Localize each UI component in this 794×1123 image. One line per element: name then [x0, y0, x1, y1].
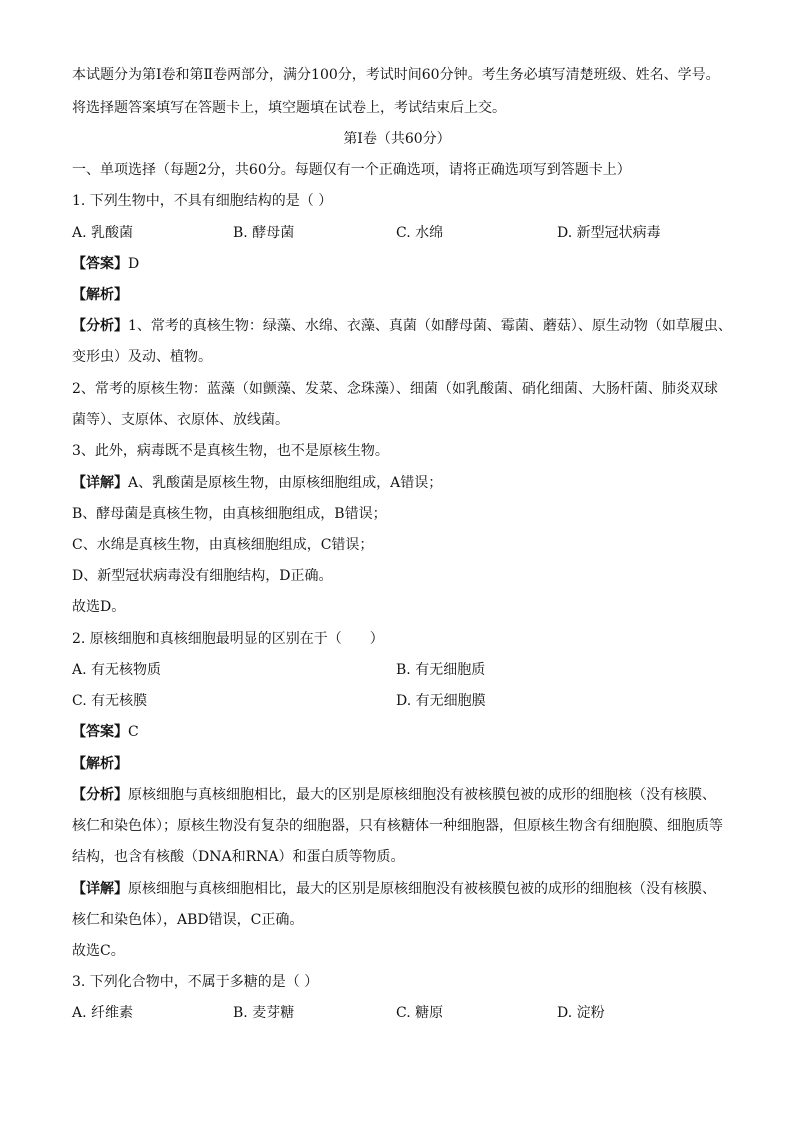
- q1-answer: [72, 255, 732, 273]
- q3-option-a: A. 纤维素: [72, 1005, 134, 1021]
- q2-fenxi-line-2: 核仁和染色体）；原核生物没有复杂的细胞器，只有核糖体一种细胞器，但原核生物含有细胞膜、细胞质等: [72, 818, 723, 834]
- q1-detail-line-2: B、酵母菌是真核生物，由真核细胞组成，B错误；: [72, 506, 387, 522]
- intro-line-1: 本试题分为第Ⅰ卷和第Ⅱ卷两部分，满分100分，考试时间60分钟。考生务必填写清楚班级、姓名、学号。: [72, 67, 720, 83]
- q3-option-b: B. 麦芽糖: [233, 1005, 295, 1021]
- fenxi-label: 【分析】: [72, 318, 128, 334]
- q1-option-d: D. 新型冠状病毒: [557, 225, 661, 241]
- answer-value: D: [128, 256, 140, 272]
- q3-option-d: D. 淀粉: [557, 1005, 605, 1021]
- q2-detail-line-2: 核仁和染色体），ABD错误，C正确。: [72, 912, 304, 928]
- q3-option-c: C. 糖原: [396, 1005, 444, 1021]
- q1-conclusion: 故选D。: [72, 599, 126, 615]
- q1-stem: 1. 下列生物中，不具有细胞结构的是（ ）: [72, 193, 333, 209]
- q1-option-a: A. 乳酸菌: [72, 225, 134, 241]
- detail-label: 【详解】: [72, 881, 128, 897]
- q1-analysis-heading: 【解析】: [72, 287, 128, 303]
- q2-option-d: D. 有无细胞膜: [396, 693, 486, 709]
- q2-option-a: A. 有无核物质: [72, 662, 162, 678]
- q2-stem: 2. 原核细胞和真核细胞最明显的区别在于（ ）: [72, 631, 384, 647]
- section-title: 第Ⅰ卷（共60分）: [343, 131, 451, 147]
- q1-para3: 3、此外，病毒既不是真核生物，也不是原核生物。: [72, 443, 389, 459]
- q2-detail-line-1: [72, 880, 732, 898]
- q2-fenxi-line-3: 结构，也含有核酸（DNA和RNA）和蛋白质等物质。: [72, 849, 405, 865]
- intro-line-2: 将选择题答案填写在答题卡上，填空题填在试卷上，考试结束后上交。: [72, 100, 506, 116]
- q1-option-c: C. 水绵: [396, 225, 444, 241]
- q2-option-b: B. 有无细胞质: [396, 662, 486, 678]
- q1-option-b: B. 酵母菌: [233, 225, 295, 241]
- fenxi-label: 【分析】: [72, 787, 128, 803]
- q2-option-c: C. 有无核膜: [72, 693, 148, 709]
- q1-fenxi-line-1: [72, 317, 732, 335]
- q1-detail-line-3: C、水绵是真核生物，由真核细胞组成，C错误；: [72, 537, 374, 553]
- q1-detail-line-1: [72, 474, 732, 492]
- detail-label: 【详解】: [72, 475, 128, 491]
- answer-label: 【答案】: [72, 724, 128, 740]
- q3-stem: 3. 下列化合物中，不属于多糖的是（ ）: [72, 974, 319, 990]
- fenxi-text: 1、常考的真核生物：绿藻、水绵、衣藻、真菌（如酵母菌、霉菌、蘑菇）、原生动物（如草履虫、: [128, 318, 732, 334]
- q2-analysis-heading: 【解析】: [72, 756, 128, 772]
- fenxi-text: 原核细胞与真核细胞相比，最大的区别是原核细胞没有被核膜包被的成形的细胞核（没有核膜、: [128, 787, 716, 803]
- q2-conclusion: 故选C。: [72, 943, 125, 959]
- q1-fenxi-line-2: 变形虫）及动、植物。: [72, 349, 212, 365]
- q2-answer: [72, 723, 732, 741]
- detail-text: 原核细胞与真核细胞相比，最大的区别是原核细胞没有被核膜包被的成形的细胞核（没有核膜、: [128, 881, 716, 897]
- q1-para2-line-2: 菌等）、支原体、衣原体、放线菌。: [72, 412, 289, 428]
- q2-fenxi-line-1: [72, 786, 732, 804]
- q1-detail-line-4: D、新型冠状病毒没有细胞结构，D正确。: [72, 568, 333, 584]
- section-instruction: 一、单项选择（每题2分，共60分。每题仅有一个正确选项，请将正确选项写到答题卡上）: [72, 162, 631, 178]
- detail-text: A、乳酸菌是原核生物，由原核细胞组成，A错误；: [128, 475, 443, 491]
- q1-para2-line-1: 2、常考的原核生物：蓝藻（如颤藻、发菜、念珠藻）、细菌（如乳酸菌、硝化细菌、大肠杆菌、肺炎双球: [72, 381, 718, 397]
- answer-label: 【答案】: [72, 256, 128, 272]
- answer-value: C: [128, 724, 139, 740]
